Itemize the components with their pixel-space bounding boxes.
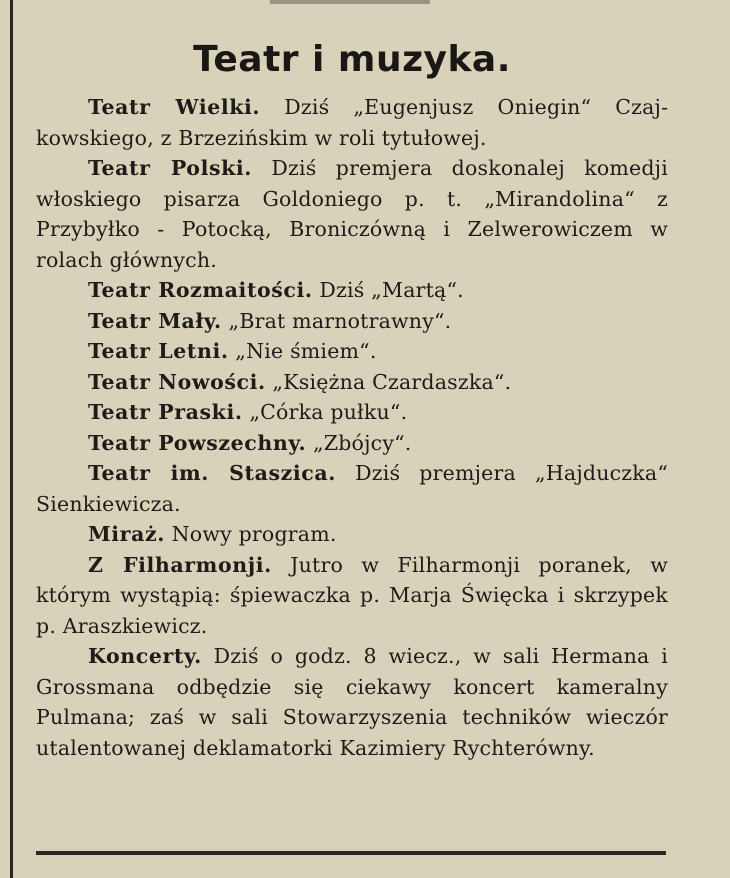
entry-lead: Koncerty. bbox=[88, 644, 202, 668]
entry-text: „Brat marnotrawny“. bbox=[221, 308, 452, 333]
entry-text: Dziś premjera doskonalej komedji włoskiego pisarza Goldoniego p. t. „Mirandolina“ z Przybyłko - Potocką, Broniczówną i Zelwerowiczem w rolach głównych. bbox=[36, 156, 668, 272]
entry-lead: Teatr Nowości. bbox=[88, 369, 266, 394]
entry-teatr-nowosci bbox=[36, 367, 668, 398]
column-rule-left bbox=[10, 0, 13, 878]
section-divider-rule bbox=[36, 851, 666, 855]
entry-teatr-rozmaitosci bbox=[36, 275, 668, 306]
article-column bbox=[36, 34, 668, 763]
entry-teatr-staszica bbox=[36, 458, 668, 519]
entry-lead: Teatr Mały. bbox=[88, 308, 222, 333]
entry-text: Dziś „Eugenjusz Oniegin“ Czajkowskiego, z Brzezińskim w roli tytułowej. bbox=[36, 95, 668, 150]
top-rule-fragment bbox=[270, 0, 430, 4]
entry-text: Nowy program. bbox=[164, 522, 337, 546]
entry-text: Dziś „Martą“. bbox=[312, 278, 464, 302]
entry-lead: Z Filharmonji. bbox=[88, 552, 272, 577]
entry-text: „Córka pułku“. bbox=[242, 400, 408, 424]
article-heading: Teatr i muzyka. bbox=[193, 39, 511, 80]
entry-text: Dziś o godz. 8 wiecz., w sali Hermana i Grossmana odbędzie się ciekawy koncert kameralny Pulmana; zaś w sali Stowarzyszenia techników wieczór utalentowanej deklamatorki Kazimiery Rychterówny. bbox=[36, 644, 668, 760]
entry-teatr-powszechny bbox=[36, 428, 668, 459]
entry-teatr-polski bbox=[36, 153, 668, 275]
entry-lead: Teatr Wielki. bbox=[88, 95, 261, 119]
entry-text: „Księżna Czardaszka“. bbox=[265, 369, 512, 394]
entry-text: „Nie śmiem“. bbox=[228, 339, 377, 363]
entry-lead: Teatr im. Staszica. bbox=[88, 461, 336, 485]
entry-teatr-maly bbox=[36, 306, 668, 337]
entry-teatr-letni bbox=[36, 336, 668, 367]
entry-lead: Teatr Rozmaitości. bbox=[88, 278, 313, 302]
entry-lead: Teatr Letni. bbox=[88, 339, 229, 363]
entry-filharmonja bbox=[36, 550, 668, 642]
entry-text: Jutro w Filharmonji poranek, w którym wystąpią: śpiewaczka p. Marja Święcka i skrzypek p. Araszkiewicz. bbox=[36, 552, 668, 638]
entry-koncerty bbox=[36, 641, 668, 763]
entry-lead: Teatr Praski. bbox=[88, 400, 243, 424]
entry-lead: Teatr Powszechny. bbox=[88, 430, 307, 455]
entry-miraz bbox=[36, 519, 668, 550]
entry-text: „Zbójcy“. bbox=[306, 430, 412, 455]
entry-teatr-praski bbox=[36, 397, 668, 428]
entry-teatr-wielki bbox=[36, 92, 668, 153]
entry-lead: Miraż. bbox=[88, 522, 165, 546]
entry-text: Dziś premjera „Hajduczka“ Sienkiewicza. bbox=[36, 461, 669, 516]
entry-lead: Teatr Polski. bbox=[88, 156, 253, 180]
